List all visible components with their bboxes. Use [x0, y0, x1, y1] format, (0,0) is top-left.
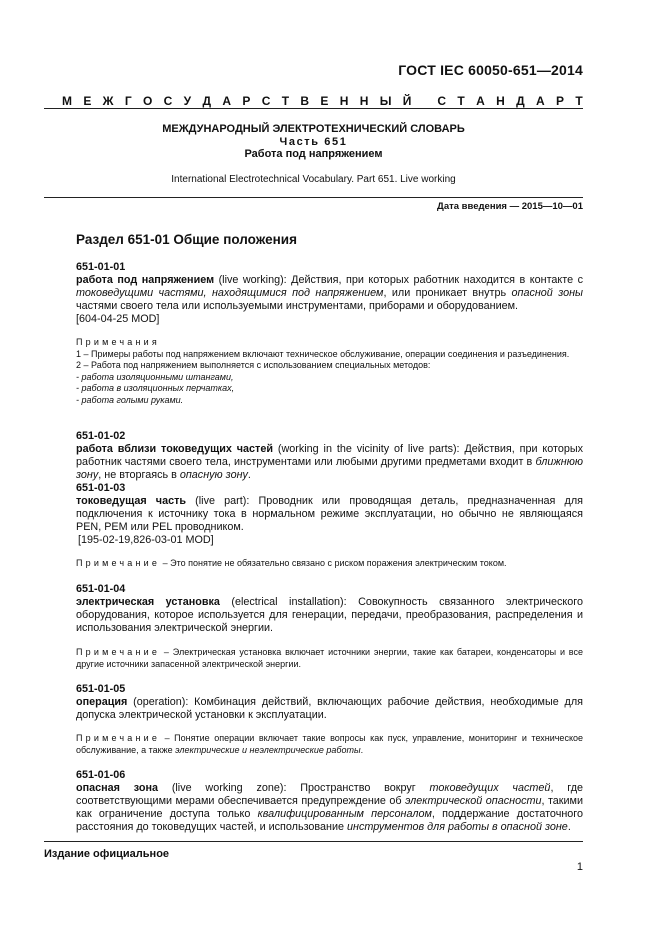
cross-reference: квалифицированным персоналом: [257, 808, 432, 821]
banner-letter: С: [163, 94, 173, 108]
note-text: [76, 733, 583, 756]
definition-text: (live part): Проводник или проводящая деталь, предназначенная для подключения к источнику тока в нормальном режиме эксплуатации, но обычно не являющаяся PEN, PEM или PEL проводником.: [76, 495, 584, 534]
term-651-01-04: [76, 583, 583, 635]
term-source: [195-02-19,826-03-01 MOD]: [78, 534, 214, 547]
banner-letter: С: [437, 94, 447, 108]
banner-letter: Т: [575, 94, 583, 108]
intro-date: Дата введения — 2015—10—01: [437, 201, 583, 212]
term-definition: [76, 443, 583, 482]
term-definition: [76, 696, 583, 722]
banner-letter: В: [300, 94, 310, 108]
section-title: Раздел 651-01 Общие положения: [76, 232, 297, 247]
term-number: 651-01-04: [76, 583, 126, 595]
note-text: [76, 647, 583, 670]
term-name: работа вблизи токоведущих частей: [76, 443, 273, 456]
cross-reference: опасной зоны: [511, 287, 583, 300]
note-label: Примечания: [76, 337, 160, 347]
notes-651-01-01: [76, 337, 583, 407]
term-number: 651-01-06: [76, 769, 126, 781]
cross-reference: токоведущими частями, находящимися под напряжением: [76, 287, 384, 300]
term-651-01-02: [76, 430, 583, 482]
banner-letter: Т: [457, 94, 465, 108]
title-part: Часть 651: [279, 136, 348, 148]
banner-letter: Ж: [102, 94, 114, 108]
banner-letter: Е: [320, 94, 329, 108]
definition-text: (live working zone): Пространство вокруг: [158, 782, 430, 795]
term-definition: [76, 596, 583, 635]
banner-letter: Т: [281, 94, 290, 108]
cross-reference: инструментов для работы в опасной зоне: [347, 821, 568, 834]
cross-reference: ближнюю зону: [76, 456, 583, 482]
banner-gap: [423, 94, 426, 108]
definition-text: (live working): Действия, при которых работник находится в контакте с: [214, 274, 583, 287]
cross-reference: токоведущих частей: [429, 782, 551, 795]
note-body: – Электрическая установка включает источники энергии, такие как батареи, конденсаторы и все другие источники запасенной электрической энергии.: [76, 647, 583, 669]
method-item: [76, 395, 583, 407]
cross-reference: электрической опасности: [405, 795, 542, 808]
cross-reference: электрические и неэлектрические работы: [175, 744, 361, 755]
banner-letter: У: [183, 94, 192, 108]
banner-letter: М: [62, 94, 72, 108]
method-item: [76, 372, 583, 384]
term-name: токоведущая часть: [76, 495, 187, 508]
definition-text: , или проникает внутрь: [383, 287, 512, 300]
title-line-1: МЕЖДУНАРОДНЫЙ ЭЛЕКТРОТЕХНИЧЕСКИЙ СЛОВАРЬ: [162, 123, 465, 135]
note-651-01-04: [76, 647, 583, 670]
term-definition: [76, 495, 583, 534]
definition-text: (electrical installation): Совокупность связанного электрического оборудования, которое используется для генерации, передачи, преобразования, распределения и использования электрической энергии.: [76, 596, 583, 635]
term-name: электрическая установка: [76, 596, 220, 609]
term-number: 651-01-05: [76, 683, 126, 695]
term-name: работа под напряжением: [76, 274, 215, 287]
definition-text: .: [247, 469, 251, 482]
banner-letter: Й: [402, 94, 412, 108]
note-text: [76, 558, 583, 570]
method-text: - работа голыми руками.: [76, 394, 184, 405]
title-divider: [44, 197, 583, 198]
definition-text: , поддержание достаточного расстояния до токоведущих частей, и использование: [76, 808, 583, 834]
banner-letter: А: [222, 94, 232, 108]
term-definition: [76, 782, 583, 834]
term-name: операция: [76, 696, 128, 709]
banner-letter: Е: [83, 94, 92, 108]
note-label: Примечание: [76, 733, 161, 743]
definition-text: , где соответствующими мерами обеспечивается предупреждение об: [76, 782, 584, 808]
page-number: 1: [576, 861, 583, 873]
note-body: – Понятие операции включает такие вопросы как пуск, управление, мониторинг и техническое обслуживание, а также: [76, 733, 583, 755]
banner-letter: Н: [496, 94, 505, 108]
banner-letter: С: [261, 94, 271, 108]
banner-letter: Р: [555, 94, 564, 108]
note-1: 1 – Примеры работы под напряжением включают техническое обслуживание, операции соединения и разъединения.: [76, 348, 570, 359]
note-body: .: [360, 744, 364, 755]
term-651-01-06: [76, 769, 583, 834]
definition-text: частями своего тела или используемыми инструментами, приборами и оборудованием.: [76, 300, 519, 313]
term-651-01-03: [76, 482, 583, 547]
note-651-01-05: [76, 733, 583, 756]
banner-letter: О: [143, 94, 153, 108]
banner-letter: Н: [359, 94, 369, 108]
definition-text: , такими как ограничение доступа только: [76, 795, 584, 821]
term-number: 651-01-01: [76, 261, 126, 273]
cross-reference: опасную зону: [179, 469, 248, 482]
title-line-3: Работа под напряжением: [244, 148, 383, 160]
interstate-standard-banner: [62, 94, 583, 108]
banner-letter: Р: [242, 94, 251, 108]
note-2: 2 – Работа под напряжением выполняется с использованием специальных методов:: [76, 360, 431, 371]
method-item: [76, 383, 583, 395]
term-number: 651-01-03: [76, 482, 126, 494]
method-text: - работа изоляционными штангами,: [76, 371, 234, 382]
definition-text: (working in the vicinity of live parts): Действия, при которых работник частями своего тела, инструментами или любыми другими предметами входит в: [76, 443, 583, 469]
banner-letter: А: [476, 94, 485, 108]
banner-letter: Ы: [379, 94, 392, 108]
note-label: Примечание: [76, 647, 161, 657]
note-label: Примечание: [76, 558, 161, 568]
footer-divider: [44, 841, 583, 842]
header-divider: [44, 108, 583, 109]
term-number: 651-01-02: [76, 430, 126, 442]
note-body: – Это понятие не обязательно связано с риском поражения электрическим током.: [160, 558, 507, 568]
standard-code: ГОСТ IEC 60050-651—2014: [398, 62, 583, 78]
term-name: опасная зона: [76, 782, 158, 795]
banner-letter: Д: [516, 94, 525, 108]
term-source: [604-04-25 MOD]: [76, 313, 160, 326]
banner-letter: Д: [202, 94, 212, 108]
method-text: - работа в изоляционных перчатках,: [76, 383, 235, 394]
banner-letter: А: [535, 94, 545, 108]
banner-letter: Н: [339, 94, 349, 108]
english-title: International Electrotechnical Vocabulary. Part 651. Live working: [171, 174, 456, 185]
definition-text: (operation): Комбинация действий, включающих рабочие действия, необходимые для допуска электрической установки к эксплуатации.: [76, 696, 583, 722]
term-651-01-05: [76, 683, 583, 722]
definition-text: , не вторгаясь в: [98, 469, 180, 482]
definition-text: .: [567, 821, 571, 834]
banner-letter: Г: [124, 94, 132, 108]
term-definition: [76, 274, 583, 313]
note-651-01-03: [76, 558, 583, 570]
official-edition: Издание официальное: [44, 848, 170, 860]
term-651-01-01: [76, 261, 583, 326]
